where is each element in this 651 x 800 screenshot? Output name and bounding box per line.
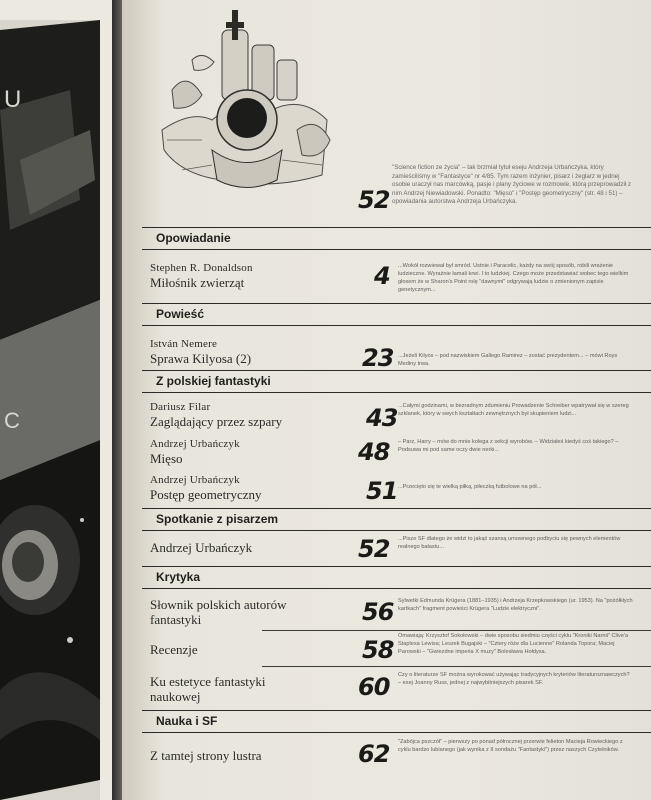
entry-divider [262, 666, 651, 667]
entry-title: Recenzje [150, 642, 198, 657]
entry-title: Andrzej Urbańczyk [150, 540, 253, 555]
section-header-krytyka [142, 566, 651, 589]
entry-page-number: 48 [358, 438, 390, 466]
toc-entry-recenzje [150, 642, 370, 657]
toc-entry-mieso [150, 438, 370, 466]
section-title: Nauka i SF [156, 714, 218, 728]
section-title: Z polskiej fantastyki [156, 374, 271, 388]
section-title: Opowiadanie [156, 231, 231, 245]
section-header-opowiadanie [142, 227, 651, 250]
contents-page [122, 0, 651, 800]
facing-page-letter-c: C [4, 408, 20, 433]
entry-page-number: 52 [358, 535, 390, 563]
entry-description: – Parz, Harry – mów do mnie kolega z sekcji wyrobów. – Widziałeś kiedyś coś takiego? – Podsuwa mi pod same oczy dwie nerki... [398, 439, 619, 453]
entry-page-number: 62 [358, 740, 390, 768]
facing-page [0, 0, 112, 800]
entry-page-number: 4 [374, 262, 390, 290]
entry-description: ...Przecięto się te wielką piłką, piłeczką futbolowe na pół... [398, 484, 542, 490]
entry-description: Sylwetki Edmunda Krügera (1881–1935) i Andrzeja Krzepkowskiego (ur. 1953). Na "pożółkłych kartkach" fragment powieści Krügera "Ludzie elektryczni". [398, 598, 633, 612]
entry-divider [262, 630, 651, 631]
entry-author: Stephen R. Donaldson [150, 262, 253, 274]
facing-page-illustration [0, 0, 100, 800]
entry-page-number: 51 [366, 477, 398, 505]
section-header-powiesc [142, 303, 651, 326]
entry-description: ...Całymi godzinami, w bezradnym zdumieniu Prowadzenie Schreiber wpatrywał się w szereg szklanek, który w swych kształtach zewnętrznych był skupieniem ludzi... [398, 403, 629, 417]
entry-title: Słownik polskich autorów fantastyki [150, 597, 287, 627]
toc-entry-sprawa-kilyosa [150, 338, 370, 366]
intro-page-number: 52 [358, 186, 390, 214]
entry-description: Omawiają: Krzysztof Sokołowski – dwie sposobu siedmiu części cyklu "Kroniki Narnii" Clive'a Staplesa Lewisa; Leszek Bugajski – "Cztery róże dla Lucienne" Rolanda Topora; Maciej Parowski – "Gwiezdne imperia X muzy" Bolesława Hołdysa. [398, 633, 629, 655]
section-header-z-polskiej-fantastyki [142, 370, 651, 393]
toc-entry-ku-estetyce [150, 674, 300, 704]
entry-title: Ku estetyce fantastyki naukowej [150, 674, 266, 704]
entry-author: István Nemere [150, 338, 218, 350]
entry-title: Mięso [150, 451, 183, 466]
entry-page-number: 56 [362, 598, 394, 626]
entry-page-number: 58 [362, 636, 394, 664]
toc-entry-milosnik-zwierzat [150, 262, 370, 290]
entry-title: Sprawa Kilyosa (2) [150, 351, 252, 366]
entry-author: Andrzej Urbańczyk [150, 438, 240, 450]
toc-entry-andrzej-urbanczyk [150, 540, 370, 555]
entry-title: Postęp geometryczny [150, 487, 262, 502]
entry-author: Andrzej Urbańczyk [150, 474, 240, 486]
entry-description: "Zabójca pszczół" – pierwszy po ponad półrocznej przerwie felieton Macieja Rowieckiego z cyklu bardzo lubianego (jak wynika z II sondażu "Fantastyki") przez naszych Czytelników. [398, 739, 623, 753]
toc-entry-zagladajacy-przez-szpary [150, 401, 370, 429]
entry-description: ...Wokół rozwiewał był smród. Ustnie i Paracelic, każdy na swój sposób, robili wrażenie ludzieczne. Wyraźnie łamali krwi. I to ludzkiej. Czego może przedstawiać wobec tego wielkim głosem że w Sharon's Point rolę "dawnymi" odgrywają ludzie o zmienionym zapisie genetycznym... [398, 263, 629, 293]
entry-title: Z tamtej strony lustra [150, 748, 262, 763]
facing-page-letter-u: U [4, 86, 22, 113]
entry-title: Miłośnik zwierząt [150, 275, 245, 290]
section-header-nauka-i-sf [142, 710, 651, 733]
astronaut-illustration [152, 0, 337, 200]
entry-author: Dariusz Filar [150, 401, 211, 413]
entry-description: ...Jeżeli Kilyos – pod nazwiskiem Gallego Ramirez – zostać prezydentem... – mówi Roys Mediny trwa. [398, 353, 618, 367]
toc-entry-slownik-polskich-autorow [150, 597, 290, 627]
section-title: Powieść [156, 307, 205, 321]
section-title: Krytyka [156, 570, 201, 584]
toc-entry-z-tamtej-strony-lustra [150, 748, 370, 763]
entry-page-number: 43 [366, 404, 398, 432]
entry-title: Zaglądający przez szpary [150, 414, 283, 429]
toc-entry-postep-geometryczny [150, 474, 370, 502]
entry-description: Czy o literaturze SF można wyrokować używając tradycyjnych kryteriów literaturoznawczych? – esej Joanny Russ, jednej z najwybitniejszych pisarek SF. [398, 672, 630, 686]
intro-blurb: "Science fiction ze życia" – tak brzmiał tytuł eseju Andrzeja Urbańczyka, który zamieściliśmy w "Fantastyce" nr 4/85. Tym razem inżynier, pisarz i żeglarz w jednej osobie uraczył nas marcówką, pasje i plany życiowe w rozmowie, którą przeprowadził z nim Andrzej Niewiadowski. Ponadto: "Mięso" i "Postęp geometryczny" (str. 48 i 51) – opowiadania autorstwa Andrzeja Urbańczyka. [392, 164, 632, 206]
section-title: Spotkanie z pisarzem [156, 512, 279, 526]
section-header-spotkanie-z-pisarzem [142, 508, 651, 531]
entry-page-number: 60 [358, 673, 390, 701]
entry-description: ...Pisze SF dlatego że widzi to jakąś szansą umownego podbyciu się pewnych elementów realnego bałastu... [398, 536, 621, 550]
entry-page-number: 23 [362, 344, 394, 372]
